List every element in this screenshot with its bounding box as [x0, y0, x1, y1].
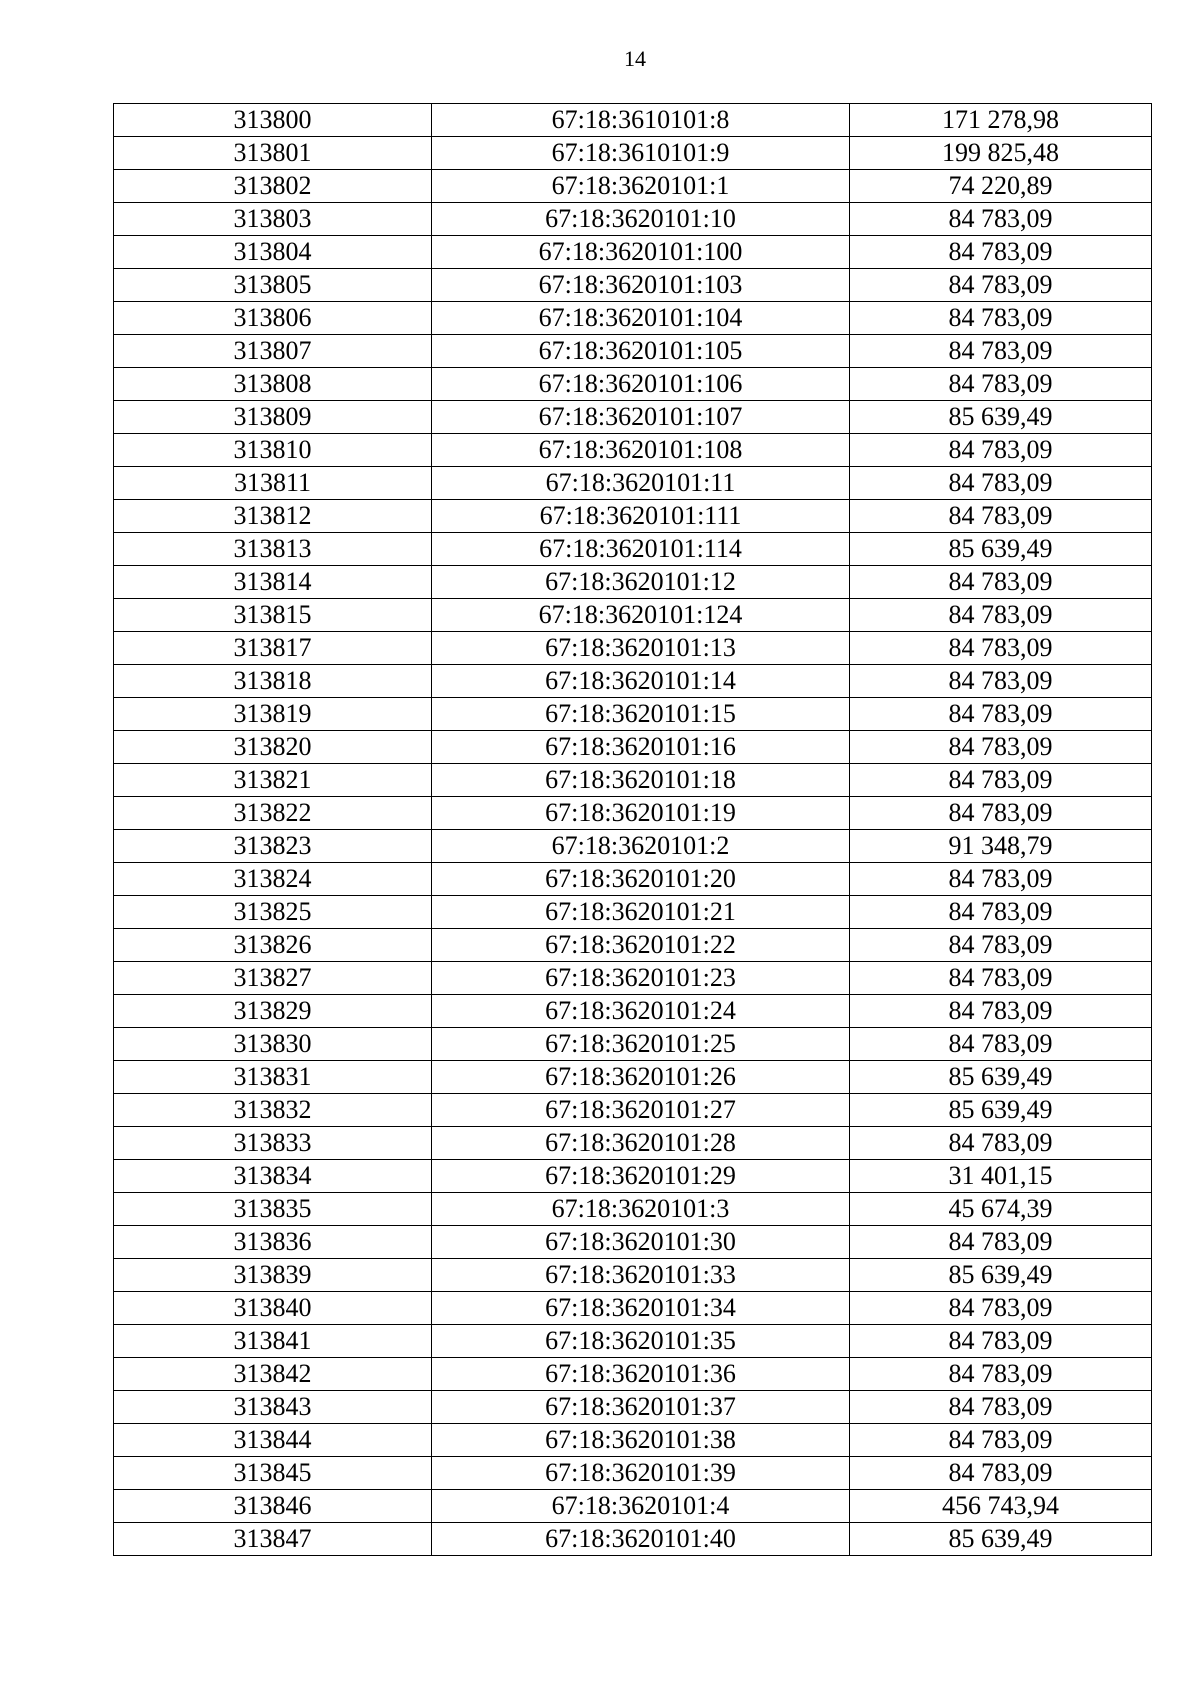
- value-cell: 84 783,09: [850, 896, 1152, 929]
- cadastral-number-cell: 67:18:3620101:24: [432, 995, 850, 1028]
- record-number-cell: 313817: [114, 632, 432, 665]
- table-row: [114, 1061, 1152, 1094]
- value-cell: 84 783,09: [850, 1424, 1152, 1457]
- value-cell: 74 220,89: [850, 170, 1152, 203]
- value-cell: 85 639,49: [850, 1523, 1152, 1556]
- value-cell: 91 348,79: [850, 830, 1152, 863]
- cadastral-number-cell: 67:18:3620101:36: [432, 1358, 850, 1391]
- record-number-cell: 313836: [114, 1226, 432, 1259]
- value-cell: 84 783,09: [850, 269, 1152, 302]
- record-number-cell: 313833: [114, 1127, 432, 1160]
- cadastral-number-cell: 67:18:3620101:37: [432, 1391, 850, 1424]
- value-cell: 84 783,09: [850, 368, 1152, 401]
- table-row: [114, 962, 1152, 995]
- record-number-cell: 313820: [114, 731, 432, 764]
- record-number-cell: 313802: [114, 170, 432, 203]
- record-number-cell: 313829: [114, 995, 432, 1028]
- table-row: [114, 467, 1152, 500]
- record-number-cell: 313841: [114, 1325, 432, 1358]
- record-number-cell: 313821: [114, 764, 432, 797]
- record-number-cell: 313842: [114, 1358, 432, 1391]
- table-row: [114, 1358, 1152, 1391]
- cadastral-number-cell: 67:18:3620101:30: [432, 1226, 850, 1259]
- cadastral-number-cell: 67:18:3620101:35: [432, 1325, 850, 1358]
- cadastral-number-cell: 67:18:3620101:2: [432, 830, 850, 863]
- cadastral-number-cell: 67:18:3620101:23: [432, 962, 850, 995]
- value-cell: 84 783,09: [850, 731, 1152, 764]
- value-cell: 31 401,15: [850, 1160, 1152, 1193]
- value-cell: 84 783,09: [850, 665, 1152, 698]
- value-cell: 84 783,09: [850, 698, 1152, 731]
- cadastral-number-cell: 67:18:3620101:34: [432, 1292, 850, 1325]
- value-cell: 84 783,09: [850, 500, 1152, 533]
- value-cell: 84 783,09: [850, 632, 1152, 665]
- table-row: [114, 1226, 1152, 1259]
- cadastral-number-cell: 67:18:3620101:40: [432, 1523, 850, 1556]
- record-number-cell: 313830: [114, 1028, 432, 1061]
- value-cell: 84 783,09: [850, 863, 1152, 896]
- value-cell: 84 783,09: [850, 1127, 1152, 1160]
- table-row: [114, 533, 1152, 566]
- value-cell: 84 783,09: [850, 566, 1152, 599]
- record-number-cell: 313808: [114, 368, 432, 401]
- cadastral-number-cell: 67:18:3620101:107: [432, 401, 850, 434]
- cadastral-number-cell: 67:18:3620101:27: [432, 1094, 850, 1127]
- table-row: [114, 896, 1152, 929]
- table-row: [114, 566, 1152, 599]
- value-cell: 84 783,09: [850, 929, 1152, 962]
- cadastral-number-cell: 67:18:3620101:16: [432, 731, 850, 764]
- record-number-cell: 313819: [114, 698, 432, 731]
- value-cell: 84 783,09: [850, 797, 1152, 830]
- cadastral-number-cell: 67:18:3620101:114: [432, 533, 850, 566]
- table-row: [114, 203, 1152, 236]
- table-row: [114, 665, 1152, 698]
- cadastral-number-cell: 67:18:3620101:33: [432, 1259, 850, 1292]
- table-row: [114, 1292, 1152, 1325]
- value-cell: 84 783,09: [850, 1358, 1152, 1391]
- record-number-cell: 313823: [114, 830, 432, 863]
- value-cell: 85 639,49: [850, 1094, 1152, 1127]
- data-table: [113, 103, 1152, 1556]
- table-row: [114, 1028, 1152, 1061]
- cadastral-number-cell: 67:18:3610101:8: [432, 104, 850, 137]
- record-number-cell: 313822: [114, 797, 432, 830]
- record-number-cell: 313839: [114, 1259, 432, 1292]
- table-row: [114, 1160, 1152, 1193]
- table-row: [114, 797, 1152, 830]
- value-cell: 84 783,09: [850, 962, 1152, 995]
- value-cell: 84 783,09: [850, 203, 1152, 236]
- record-number-cell: 313811: [114, 467, 432, 500]
- record-number-cell: 313825: [114, 896, 432, 929]
- record-number-cell: 313809: [114, 401, 432, 434]
- cadastral-number-cell: 67:18:3620101:106: [432, 368, 850, 401]
- table-row: [114, 401, 1152, 434]
- table-row: [114, 1424, 1152, 1457]
- cadastral-number-cell: 67:18:3620101:4: [432, 1490, 850, 1523]
- value-cell: 84 783,09: [850, 1226, 1152, 1259]
- table-row: [114, 269, 1152, 302]
- value-cell: 84 783,09: [850, 434, 1152, 467]
- cadastral-number-cell: 67:18:3620101:14: [432, 665, 850, 698]
- cadastral-number-cell: 67:18:3620101:11: [432, 467, 850, 500]
- cadastral-number-cell: 67:18:3620101:1: [432, 170, 850, 203]
- table-row: [114, 236, 1152, 269]
- cadastral-number-cell: 67:18:3620101:18: [432, 764, 850, 797]
- table-row: [114, 698, 1152, 731]
- table-row: [114, 1490, 1152, 1523]
- cadastral-number-cell: 67:18:3620101:105: [432, 335, 850, 368]
- record-number-cell: 313818: [114, 665, 432, 698]
- record-number-cell: 313843: [114, 1391, 432, 1424]
- table-row: [114, 599, 1152, 632]
- table-row: [114, 1259, 1152, 1292]
- value-cell: 84 783,09: [850, 1028, 1152, 1061]
- cadastral-number-cell: 67:18:3620101:19: [432, 797, 850, 830]
- cadastral-number-cell: 67:18:3620101:13: [432, 632, 850, 665]
- record-number-cell: 313824: [114, 863, 432, 896]
- value-cell: 84 783,09: [850, 467, 1152, 500]
- table-body: [114, 104, 1152, 1556]
- table-row: [114, 1325, 1152, 1358]
- cadastral-number-cell: 67:18:3620101:29: [432, 1160, 850, 1193]
- value-cell: 84 783,09: [850, 1391, 1152, 1424]
- table-row: [114, 500, 1152, 533]
- value-cell: 45 674,39: [850, 1193, 1152, 1226]
- table-row: [114, 764, 1152, 797]
- record-number-cell: 313826: [114, 929, 432, 962]
- record-number-cell: 313847: [114, 1523, 432, 1556]
- table-row: [114, 1457, 1152, 1490]
- table-row: [114, 863, 1152, 896]
- cadastral-number-cell: 67:18:3620101:111: [432, 500, 850, 533]
- table-row: [114, 929, 1152, 962]
- cadastral-number-cell: 67:18:3620101:12: [432, 566, 850, 599]
- record-number-cell: 313832: [114, 1094, 432, 1127]
- value-cell: 85 639,49: [850, 1061, 1152, 1094]
- table-row: [114, 632, 1152, 665]
- record-number-cell: 313800: [114, 104, 432, 137]
- record-number-cell: 313844: [114, 1424, 432, 1457]
- value-cell: 171 278,98: [850, 104, 1152, 137]
- record-number-cell: 313835: [114, 1193, 432, 1226]
- table-row: [114, 302, 1152, 335]
- record-number-cell: 313813: [114, 533, 432, 566]
- cadastral-number-cell: 67:18:3620101:104: [432, 302, 850, 335]
- cadastral-number-cell: 67:18:3620101:124: [432, 599, 850, 632]
- cadastral-number-cell: 67:18:3620101:39: [432, 1457, 850, 1490]
- value-cell: 84 783,09: [850, 335, 1152, 368]
- value-cell: 84 783,09: [850, 302, 1152, 335]
- record-number-cell: 313834: [114, 1160, 432, 1193]
- cadastral-number-cell: 67:18:3620101:25: [432, 1028, 850, 1061]
- record-number-cell: 313840: [114, 1292, 432, 1325]
- value-cell: 85 639,49: [850, 533, 1152, 566]
- value-cell: 84 783,09: [850, 599, 1152, 632]
- table-row: [114, 170, 1152, 203]
- record-number-cell: 313812: [114, 500, 432, 533]
- cadastral-number-cell: 67:18:3610101:9: [432, 137, 850, 170]
- value-cell: 84 783,09: [850, 995, 1152, 1028]
- table-row: [114, 368, 1152, 401]
- value-cell: 84 783,09: [850, 1292, 1152, 1325]
- record-number-cell: 313801: [114, 137, 432, 170]
- table-row: [114, 995, 1152, 1028]
- record-number-cell: 313803: [114, 203, 432, 236]
- page-number: 14: [624, 46, 646, 71]
- value-cell: 84 783,09: [850, 764, 1152, 797]
- cadastral-number-cell: 67:18:3620101:3: [432, 1193, 850, 1226]
- record-number-cell: 313815: [114, 599, 432, 632]
- record-number-cell: 313846: [114, 1490, 432, 1523]
- cadastral-number-cell: 67:18:3620101:21: [432, 896, 850, 929]
- value-cell: 456 743,94: [850, 1490, 1152, 1523]
- table-row: [114, 731, 1152, 764]
- record-number-cell: 313806: [114, 302, 432, 335]
- table-row: [114, 1193, 1152, 1226]
- record-number-cell: 313804: [114, 236, 432, 269]
- cadastral-number-cell: 67:18:3620101:28: [432, 1127, 850, 1160]
- table-row: [114, 434, 1152, 467]
- table-row: [114, 1094, 1152, 1127]
- cadastral-number-cell: 67:18:3620101:26: [432, 1061, 850, 1094]
- cadastral-number-cell: 67:18:3620101:20: [432, 863, 850, 896]
- value-cell: 85 639,49: [850, 1259, 1152, 1292]
- cadastral-number-cell: 67:18:3620101:22: [432, 929, 850, 962]
- cadastral-number-cell: 67:18:3620101:10: [432, 203, 850, 236]
- table-row: [114, 1127, 1152, 1160]
- record-number-cell: 313845: [114, 1457, 432, 1490]
- value-cell: 84 783,09: [850, 1325, 1152, 1358]
- table-row: [114, 104, 1152, 137]
- table-row: [114, 335, 1152, 368]
- record-number-cell: 313814: [114, 566, 432, 599]
- table-row: [114, 830, 1152, 863]
- value-cell: 84 783,09: [850, 1457, 1152, 1490]
- record-number-cell: 313827: [114, 962, 432, 995]
- cadastral-number-cell: 67:18:3620101:100: [432, 236, 850, 269]
- value-cell: 199 825,48: [850, 137, 1152, 170]
- record-number-cell: 313807: [114, 335, 432, 368]
- value-cell: 84 783,09: [850, 236, 1152, 269]
- cadastral-number-cell: 67:18:3620101:108: [432, 434, 850, 467]
- record-number-cell: 313831: [114, 1061, 432, 1094]
- cadastral-number-cell: 67:18:3620101:103: [432, 269, 850, 302]
- cadastral-number-cell: 67:18:3620101:15: [432, 698, 850, 731]
- cadastral-number-cell: 67:18:3620101:38: [432, 1424, 850, 1457]
- value-cell: 85 639,49: [850, 401, 1152, 434]
- table-row: [114, 1391, 1152, 1424]
- record-number-cell: 313805: [114, 269, 432, 302]
- table-row: [114, 1523, 1152, 1556]
- record-number-cell: 313810: [114, 434, 432, 467]
- table-row: [114, 137, 1152, 170]
